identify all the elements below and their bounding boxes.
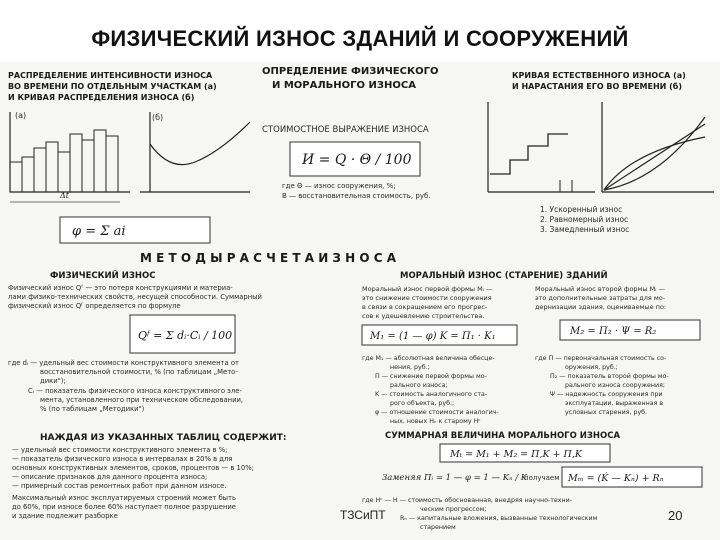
final-note-3: Rₙ — капитальные вложения, вызванные технологическим (400, 515, 598, 522)
slide-title: ФИЗИЧЕСКИЙ ИЗНОС ЗДАНИЙ И СООРУЖЕНИЙ (91, 26, 629, 51)
legend-3: 3. Замедленный износ (540, 225, 630, 234)
table-heading: НАЖДАЯ ИЗ УКАЗАННЫХ ТАБЛИЦ СОДЕРЖИТ: (40, 433, 287, 443)
form1-text-3: в связи в сокращением его прогрес- (362, 303, 488, 311)
footer-course: ТЗСиПТ (340, 508, 386, 522)
physical-def-3: дики"); (40, 377, 66, 385)
moral-def-right-5: Ψ — надежность сооружения при (550, 391, 663, 398)
legend-1: 1. Ускоренный износ (540, 205, 623, 214)
moral-def-left-5: K — стоимость аналогичного ста- (375, 391, 488, 398)
moral-def-left-2: нения, руб.; (390, 364, 430, 371)
physical-intro-3: физический износ Qᶠ определяется по формуле (8, 302, 181, 310)
curve-b (140, 112, 250, 192)
physical-def-4: Cᵢ — показатель физического износа конструктивного эле- (28, 387, 242, 395)
moral-def-left-3: Π — снижение первой формы мо- (375, 373, 487, 380)
final-note-4: старением (420, 524, 456, 531)
left-heading-line-2: ВО ВРЕМЕНИ ПО ОТДЕЛЬНЫМ УЧАСТКАМ (а) (8, 82, 217, 91)
moral-heading: МОРАЛЬНЫЙ ИЗНОС (СТАРЕНИЕ) ЗДАНИЙ (400, 271, 608, 281)
replace-text: Заменяя Πᵢ = 1 — φ = 1 — Kₙ / K (382, 473, 528, 483)
left-heading-line-1: РАСПРЕДЕЛЕНИЕ ИНТЕНСИВНОСТИ ИЗНОСА (8, 71, 213, 80)
form2-text-2: это дополнительные затраты для мо- (535, 294, 666, 302)
physical-intro-1: Физический износ Qᶠ — это потеря конструкциями и материа- (8, 284, 233, 292)
page-number: 20 (668, 508, 683, 523)
center-note-1: где Θ — износ сооружения, %; (282, 182, 396, 190)
form1-text-4: сов к удешевлению строительства. (362, 312, 485, 320)
final-formula: Mₘ = (Ḱ — Kₙ) + Rₙ (568, 473, 664, 484)
center-formula: И = Q · Θ / 100 (302, 152, 412, 168)
physical-def-1: где dᵢ — удельный вес стоимости конструктивного элемента от (8, 359, 239, 367)
wear-curves-b (602, 102, 714, 192)
bar-diagram-a (10, 111, 130, 202)
left-panel (8, 71, 250, 243)
physical-intro-2: лами физико-технических свойств, несущей способности. Суммарный (8, 293, 262, 301)
sum-formula: Mₜ = M₁ + M₂ = Π,K + Π,K (450, 449, 582, 460)
center-subheading: СТОИМОСТНОЕ ВЫРАЖЕНИЕ ИЗНОСА (262, 125, 429, 135)
table-item-4: — описание признаков для данного процента износа; (12, 473, 208, 481)
table-item-2: — показатель физического износа в интервалах в 20% в для (12, 455, 233, 463)
center-heading-line-2: И МОРАЛЬНОГО ИЗНОСА (272, 80, 416, 91)
right-heading-line-2: И НАРАСТАНИЯ ЕГО ВО ВРЕМЕНИ (б) (512, 82, 683, 91)
moral-def-right-4: рального износа сооружения; (565, 382, 666, 389)
table-item-1: — удельный вес стоимости конструктивного элемента в %; (12, 446, 228, 454)
sum-heading: СУММАРНАЯ ВЕЛИЧИНА МОРАЛЬНОГО ИЗНОСА (385, 431, 621, 441)
physical-heading: ФИЗИЧЕСКИЙ ИЗНОС (50, 271, 156, 281)
left-heading-line-3: И КРИВАЯ РАСПРЕДЕЛЕНИЯ ИЗНОСА (б) (8, 93, 195, 102)
form1-text-1: Моральный износ первой формы Mᵢ — (362, 285, 493, 293)
moral-def-left-1: где M₁ — абсолютная величина обесце- (362, 355, 495, 362)
label-b: (б) (152, 113, 164, 122)
label-a: (а) (15, 111, 27, 120)
delta-t-label: Δt (60, 191, 69, 200)
form1-formula: M₁ = (1 — φ) K = Π₁ · K₁ (370, 331, 496, 342)
moral-def-right-2: оружения, руб.; (565, 364, 618, 371)
form2-formula: M₂ = Π₂ · Ψ = R₂ (570, 326, 657, 337)
moral-def-left-6: рого объекта, руб.; (390, 400, 455, 407)
right-heading-line-1: КРИВАЯ ЕСТЕСТВЕННОГО ИЗНОСА (а) (512, 71, 686, 80)
moral-def-right-3: Π₂ — показатель второй формы мо- (550, 373, 669, 380)
scanned-figure (0, 62, 720, 540)
moral-def-right-6: эксплуатации, выраженная в (565, 400, 664, 407)
moral-def-right-1: где Π — первоначальная стоимость со- (535, 355, 667, 362)
table-item-3: основных конструктивных элементов, сроков, процентов — в 10%; (12, 464, 254, 472)
physical-def-6: % (по таблицам „Методики") (40, 405, 145, 413)
moral-def-left-8: ных, новых Hₙ к старому Hᶜ (390, 418, 481, 425)
form2-text-1: Моральный износ второй формы Mᵢ — (535, 285, 665, 293)
right-panel (488, 71, 714, 234)
moral-def-left-7: φ — отношение стоимости аналогич- (375, 409, 499, 416)
received-text: получаем (524, 474, 560, 482)
moral-def-right-7: условных старения, руб. (565, 409, 648, 416)
tail-1: Максимальный износ эксплуатируемых строений может быть (12, 494, 236, 502)
final-note-1: где Hᶜ — H — стоимость обоснованная, внедряя научно-техни- (362, 497, 572, 504)
physical-formula: Qᶠ = Σ dᵢ·Cᵢ / 100 (138, 329, 233, 342)
center-note-2: В — восстановительная стоимость, руб. (282, 192, 431, 200)
left-formula: φ = Σ ai (72, 224, 126, 239)
center-panel (262, 66, 439, 200)
tail-3: и здание подлежит разборке (12, 512, 118, 520)
methods-banner: М Е Т О Д Ы Р А С Ч Е Т А И З Н О С А (140, 251, 397, 265)
table-item-5: — примерный состав ремонтных работ при данном износе. (12, 482, 227, 490)
form1-text-2: это снижение стоимости сооружения (362, 294, 492, 302)
legend-2: 2. Равномерный износ (540, 215, 629, 224)
moral-wear-section (362, 269, 702, 531)
center-heading-line-1: ОПРЕДЕЛЕНИЕ ФИЗИЧЕСКОГО (262, 66, 439, 77)
physical-wear-section (8, 269, 286, 520)
physical-def-5: мента, установленного при техническом обследовании, (40, 396, 244, 404)
tail-2: до 60%, при износе более 60% наступает полное разрушение (12, 503, 236, 511)
moral-def-left-4: рального износа; (390, 382, 448, 389)
physical-def-2: восстановительной стоимости, % (по таблицам „Мето- (40, 368, 238, 376)
step-chart-a (488, 102, 595, 192)
final-note-2: ческим прогрессом; (420, 506, 487, 513)
form2-text-3: дернизации здания, оцениваемые по: (535, 303, 667, 311)
